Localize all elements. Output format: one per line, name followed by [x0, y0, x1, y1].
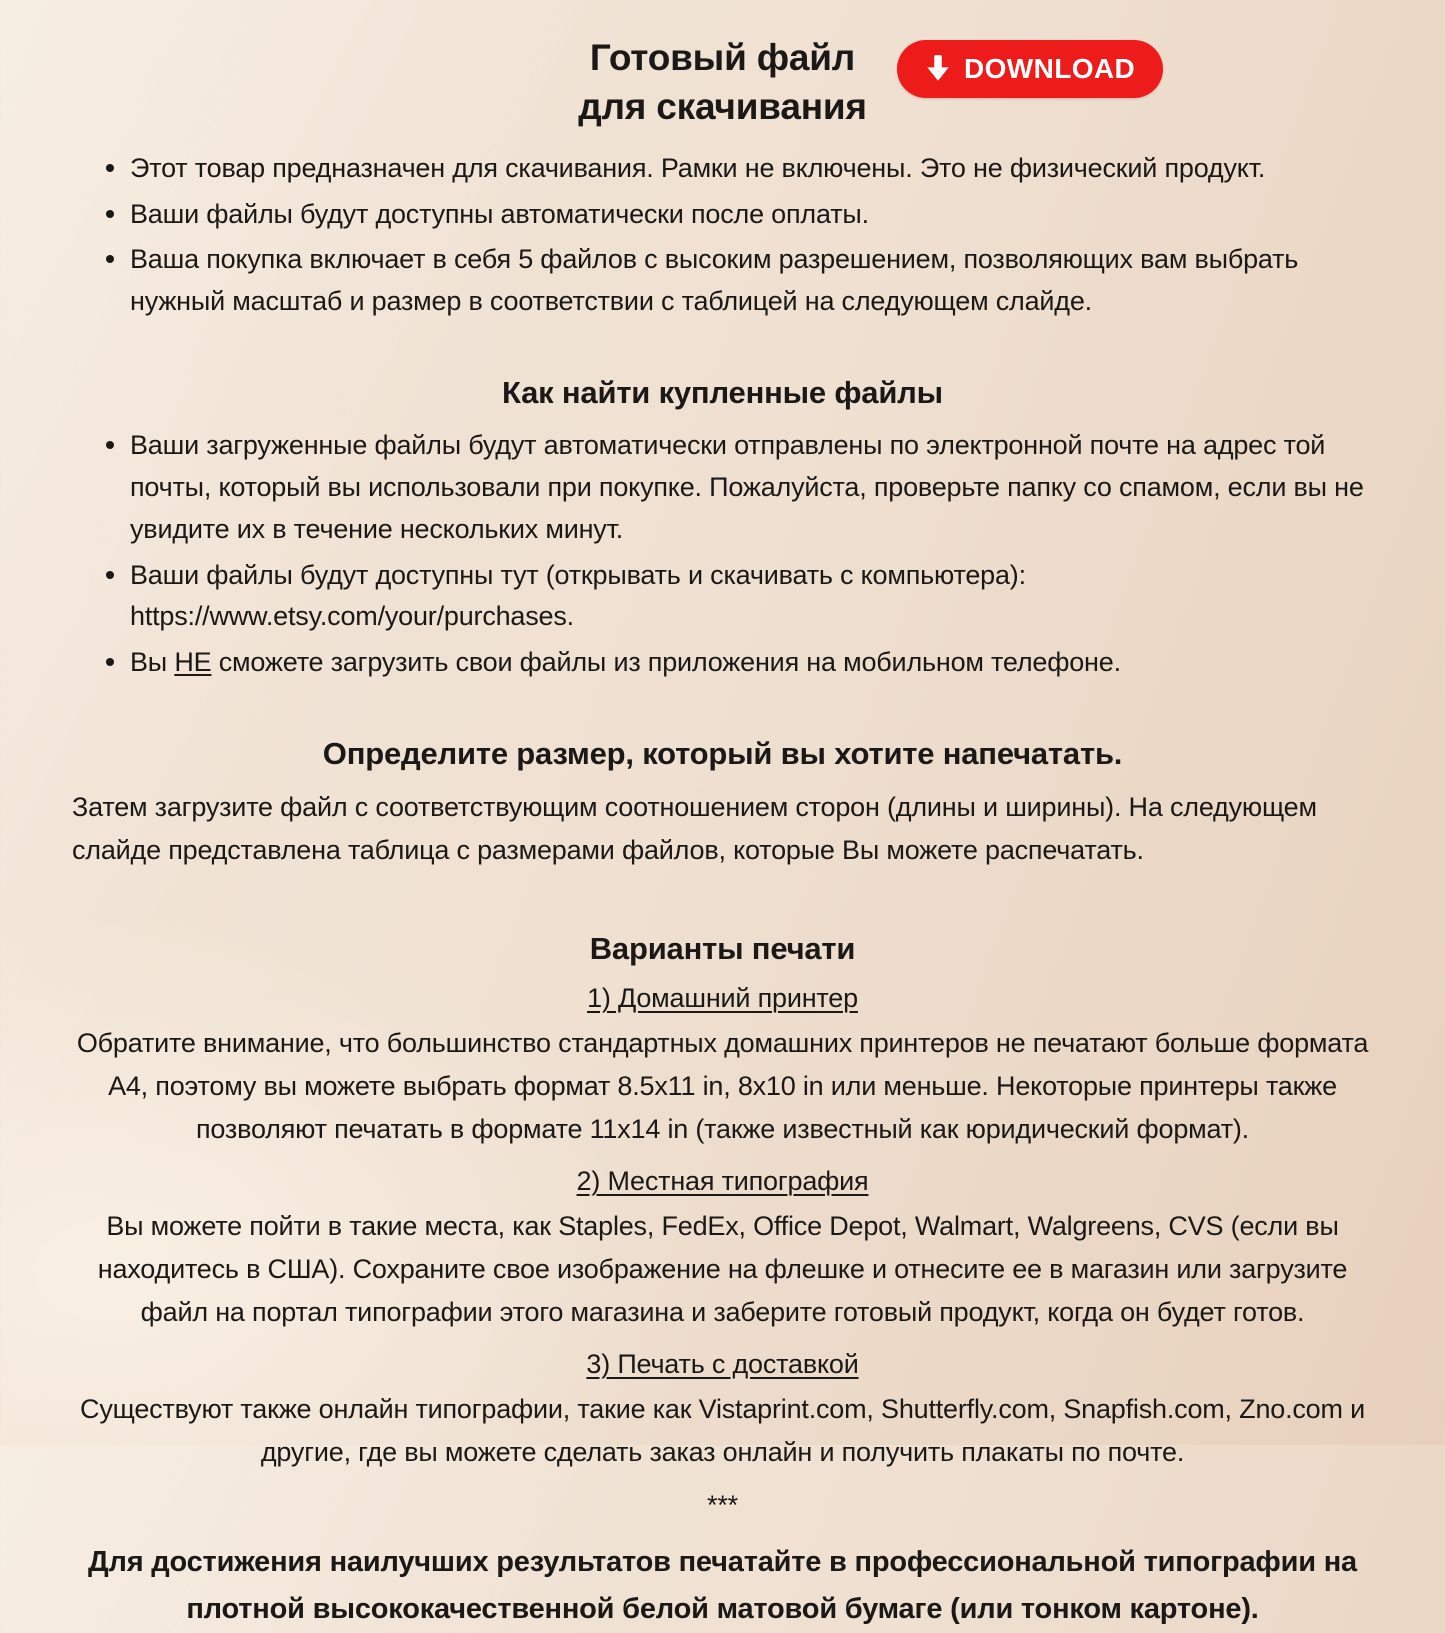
section-heading-print-options: Варианты печати — [589, 931, 856, 967]
find-files-bullet-list — [104, 425, 1387, 684]
size-section-body: Затем загрузите файл с соответствующим соотношением сторон (длины и ширины). На следующем слайде представлена таблица с размерами файлов, которые Вы можете распечатать. — [72, 792, 1317, 865]
mobile-note-suffix: сможете загрузить свои файлы из приложения на мобильном телефоне. — [211, 647, 1121, 678]
print-option-title: 1) Домашний принтер — [587, 983, 858, 1014]
page-title — [0, 34, 1445, 132]
mobile-note-prefix: Вы — [130, 647, 175, 678]
separator-asterisks: *** — [707, 1489, 738, 1520]
section-heading-size: Определите размер, который вы хотите напечатать. — [322, 736, 1123, 772]
list-item: Ваша покупка включает в себя 5 файлов с высоким разрешением, позволяющих вам выбрать нужный масштаб и размер в соответствии с таблицей на следующем слайде. — [104, 239, 1387, 323]
print-option-body: Вы можете пойти в такие места, как Staples, FedEx, Office Depot, Walmart, Walgreens, CVS (если вы находитесь в США). Сохраните свое изображение на флешке и отнесите ее в магазин или загрузите файл на портал типографии этого магазина и заберите готовый продукт, когда он будет готов. — [97, 1211, 1348, 1327]
download-button-label: DOWNLOAD — [964, 53, 1136, 84]
intro-bullet-list — [104, 148, 1387, 323]
page-title-line-1: Готовый файл — [589, 37, 856, 78]
list-item — [104, 642, 1387, 684]
download-arrow-icon — [925, 54, 951, 84]
print-option-shipping — [0, 1349, 1445, 1473]
print-option-local — [0, 1166, 1445, 1333]
purchases-url: https://www.etsy.com/your/purchases. — [130, 601, 574, 632]
header — [0, 0, 1445, 132]
section-heading-find-files: Как найти купленные файлы — [502, 375, 943, 411]
print-option-body: Обратите внимание, что большинство стандартных домашних принтеров не печатают больше формата А4, поэтому вы можете выбрать формат 8.5x11 in, 8x10 in или меньше. Некоторые принтеры также позволяют печатать в формате 11x14 in (также известный как юридический формат). — [76, 1028, 1369, 1144]
download-button[interactable] — [897, 40, 1163, 98]
print-option-home — [0, 983, 1445, 1150]
print-option-title: 2) Местная типография — [576, 1166, 869, 1197]
print-option-body: Существуют также онлайн типографии, такие как Vistaprint.com, Shutterfly.com, Snapfish.com, Zno.com и другие, где вы можете сделать заказ онлайн и получить плакаты по почте. — [80, 1394, 1365, 1467]
page-title-line-2: для скачивания — [578, 85, 867, 127]
purchases-text: Ваши файлы будут доступны тут (открывать и скачивать с компьютера): — [130, 559, 1026, 590]
mobile-note-emphasis: НЕ — [174, 647, 212, 678]
list-item: Ваши загруженные файлы будут автоматически отправлены по электронной почте на адрес той почты, который вы использовали при покупке. Пожалуйста, проверьте папку со спамом, если вы не увидите их в течение нескольких минут. — [104, 425, 1387, 551]
list-item — [104, 555, 1387, 639]
print-option-title: 3) Печать с доставкой — [586, 1349, 859, 1380]
footer-note: Для достижения наилучших результатов печатайте в профессиональной типографии на плотной высококачественной белой матовой бумаге (или тонком картоне). — [88, 1545, 1357, 1625]
list-item: Ваши файлы будут доступны автоматически после оплаты. — [104, 194, 1387, 236]
list-item: Этот товар предназначен для скачивания. Рамки не включены. Это не физический продукт. — [104, 148, 1387, 190]
